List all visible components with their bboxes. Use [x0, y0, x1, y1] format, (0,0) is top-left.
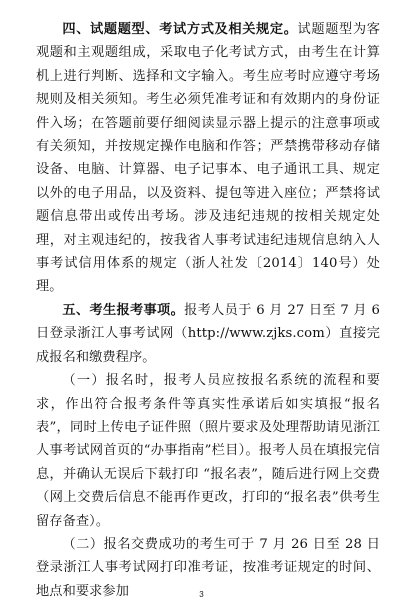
item-2-paragraph: （二）报名交费成功的考生可于 7 月 26 日至 28 日登录浙江人事考试网打印准考证，按准考证规定的时间、地点和要求参加	[36, 536, 380, 599]
section-5-body: 报考人员于 6 月 27 日至 7 月 6 日登录浙江人事考试网（http://www.zjks.com）直接完成报名和缴费程序。	[36, 302, 380, 365]
section-5-heading: 五、考生报考事项。	[62, 302, 185, 318]
document-body	[36, 18, 380, 603]
section-4-heading: 四、试题题型、考试方式及相关规定。	[62, 22, 298, 37]
page-number: 3	[199, 590, 204, 599]
section-4-body: 试题题型为客观题和主观题组成，采取电子化考试方式，由考生在计算机上进行判断、选择和文字输入。考生应考时应遵守考场规则及相关须知。考生必须凭准考证和有效期内的身份证件入场；在答题前要仔细阅读显示器上提示的注意事项或有关须知，并按规定操作电脑和作答；严禁携带移动存储设备、电脑、计算器、电子记事本、电子通讯工具、规定以外的电子用品，以及资料、提包等进入座位；严禁将试题信息带出或传出考场。涉及违纪违规的按相关规定处理，对主观违纪的，按我省人事考试违纪违规信息纳入人事考试信用体系的规定（浙人社发〔2014〕140号）处理。	[36, 22, 380, 295]
section-5-paragraph	[36, 299, 380, 369]
item-1-paragraph: （一）报名时，报考人员应按报名系统的流程和要求，作出符合报考条件等真实性承诺后如实填报“报名表”，同时上传电子证件照（照片要求及处理帮助请见浙江人事考试网首页的“办事指南”栏目）。报考人员在填报完信息，并确认无误后下载打印 “报名表”，随后进行网上交费（网上交费后信息不能再作更改，打印的“报名表”供考生留存备查）。	[36, 373, 380, 529]
section-4-paragraph	[36, 18, 380, 299]
